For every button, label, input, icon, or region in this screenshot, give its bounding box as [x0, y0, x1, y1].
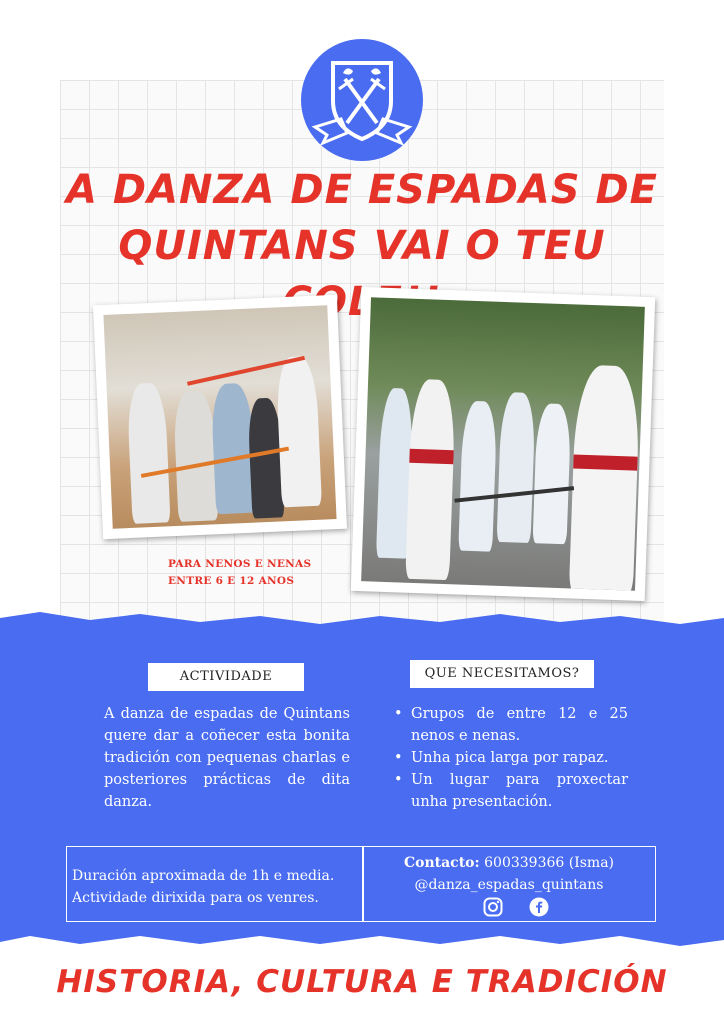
classroom-photo: [93, 295, 347, 539]
duration-info: [72, 865, 362, 909]
age-range-note: [168, 556, 318, 590]
list-item: • Grupos de entre 12 e 25 nenos e nenas.: [392, 703, 628, 747]
footer-slogan: HISTORIA, CULTURA E TRADICIÓN: [56, 964, 668, 1000]
age-line-1: PARA NENOS E NENAS: [168, 558, 312, 570]
needs-heading: QUE NECESITAMOS?: [410, 660, 594, 688]
contact-handle: @danza_espadas_quintans: [414, 877, 604, 893]
days-text: Actividade dirixida para os venres.: [72, 890, 319, 906]
list-item: • Un lugar para proxectar unha presentación.: [392, 769, 628, 813]
contact-phone: 600339366 (Isma): [484, 855, 615, 871]
title-line-1: A DANZA DE ESPADAS DE: [65, 167, 658, 213]
activity-heading: ACTIVIDADE: [148, 663, 304, 691]
facebook-icon[interactable]: [529, 897, 549, 917]
instagram-icon[interactable]: [483, 897, 503, 917]
dancers-photo: [351, 287, 655, 601]
needs-list: [392, 703, 628, 813]
age-line-2: ENTRE 6 E 12 ANOS: [168, 575, 295, 587]
list-item: • Unha pica larga por rapaz.: [392, 747, 628, 769]
activity-description: A danza de espadas de Quintans quere dar a coñecer esta bonita tradición con pequenas charlas e posteriores prácticas de dita danza.: [104, 706, 350, 810]
duration-text: Duración aproximada de 1h e media.: [72, 868, 335, 884]
contact-label: Contacto:: [403, 855, 480, 871]
crossed-swords-shield-icon: [301, 39, 423, 161]
contact-info: [364, 852, 654, 896]
title-line-2: QUINTANS VAI O TEU: [118, 223, 606, 269]
